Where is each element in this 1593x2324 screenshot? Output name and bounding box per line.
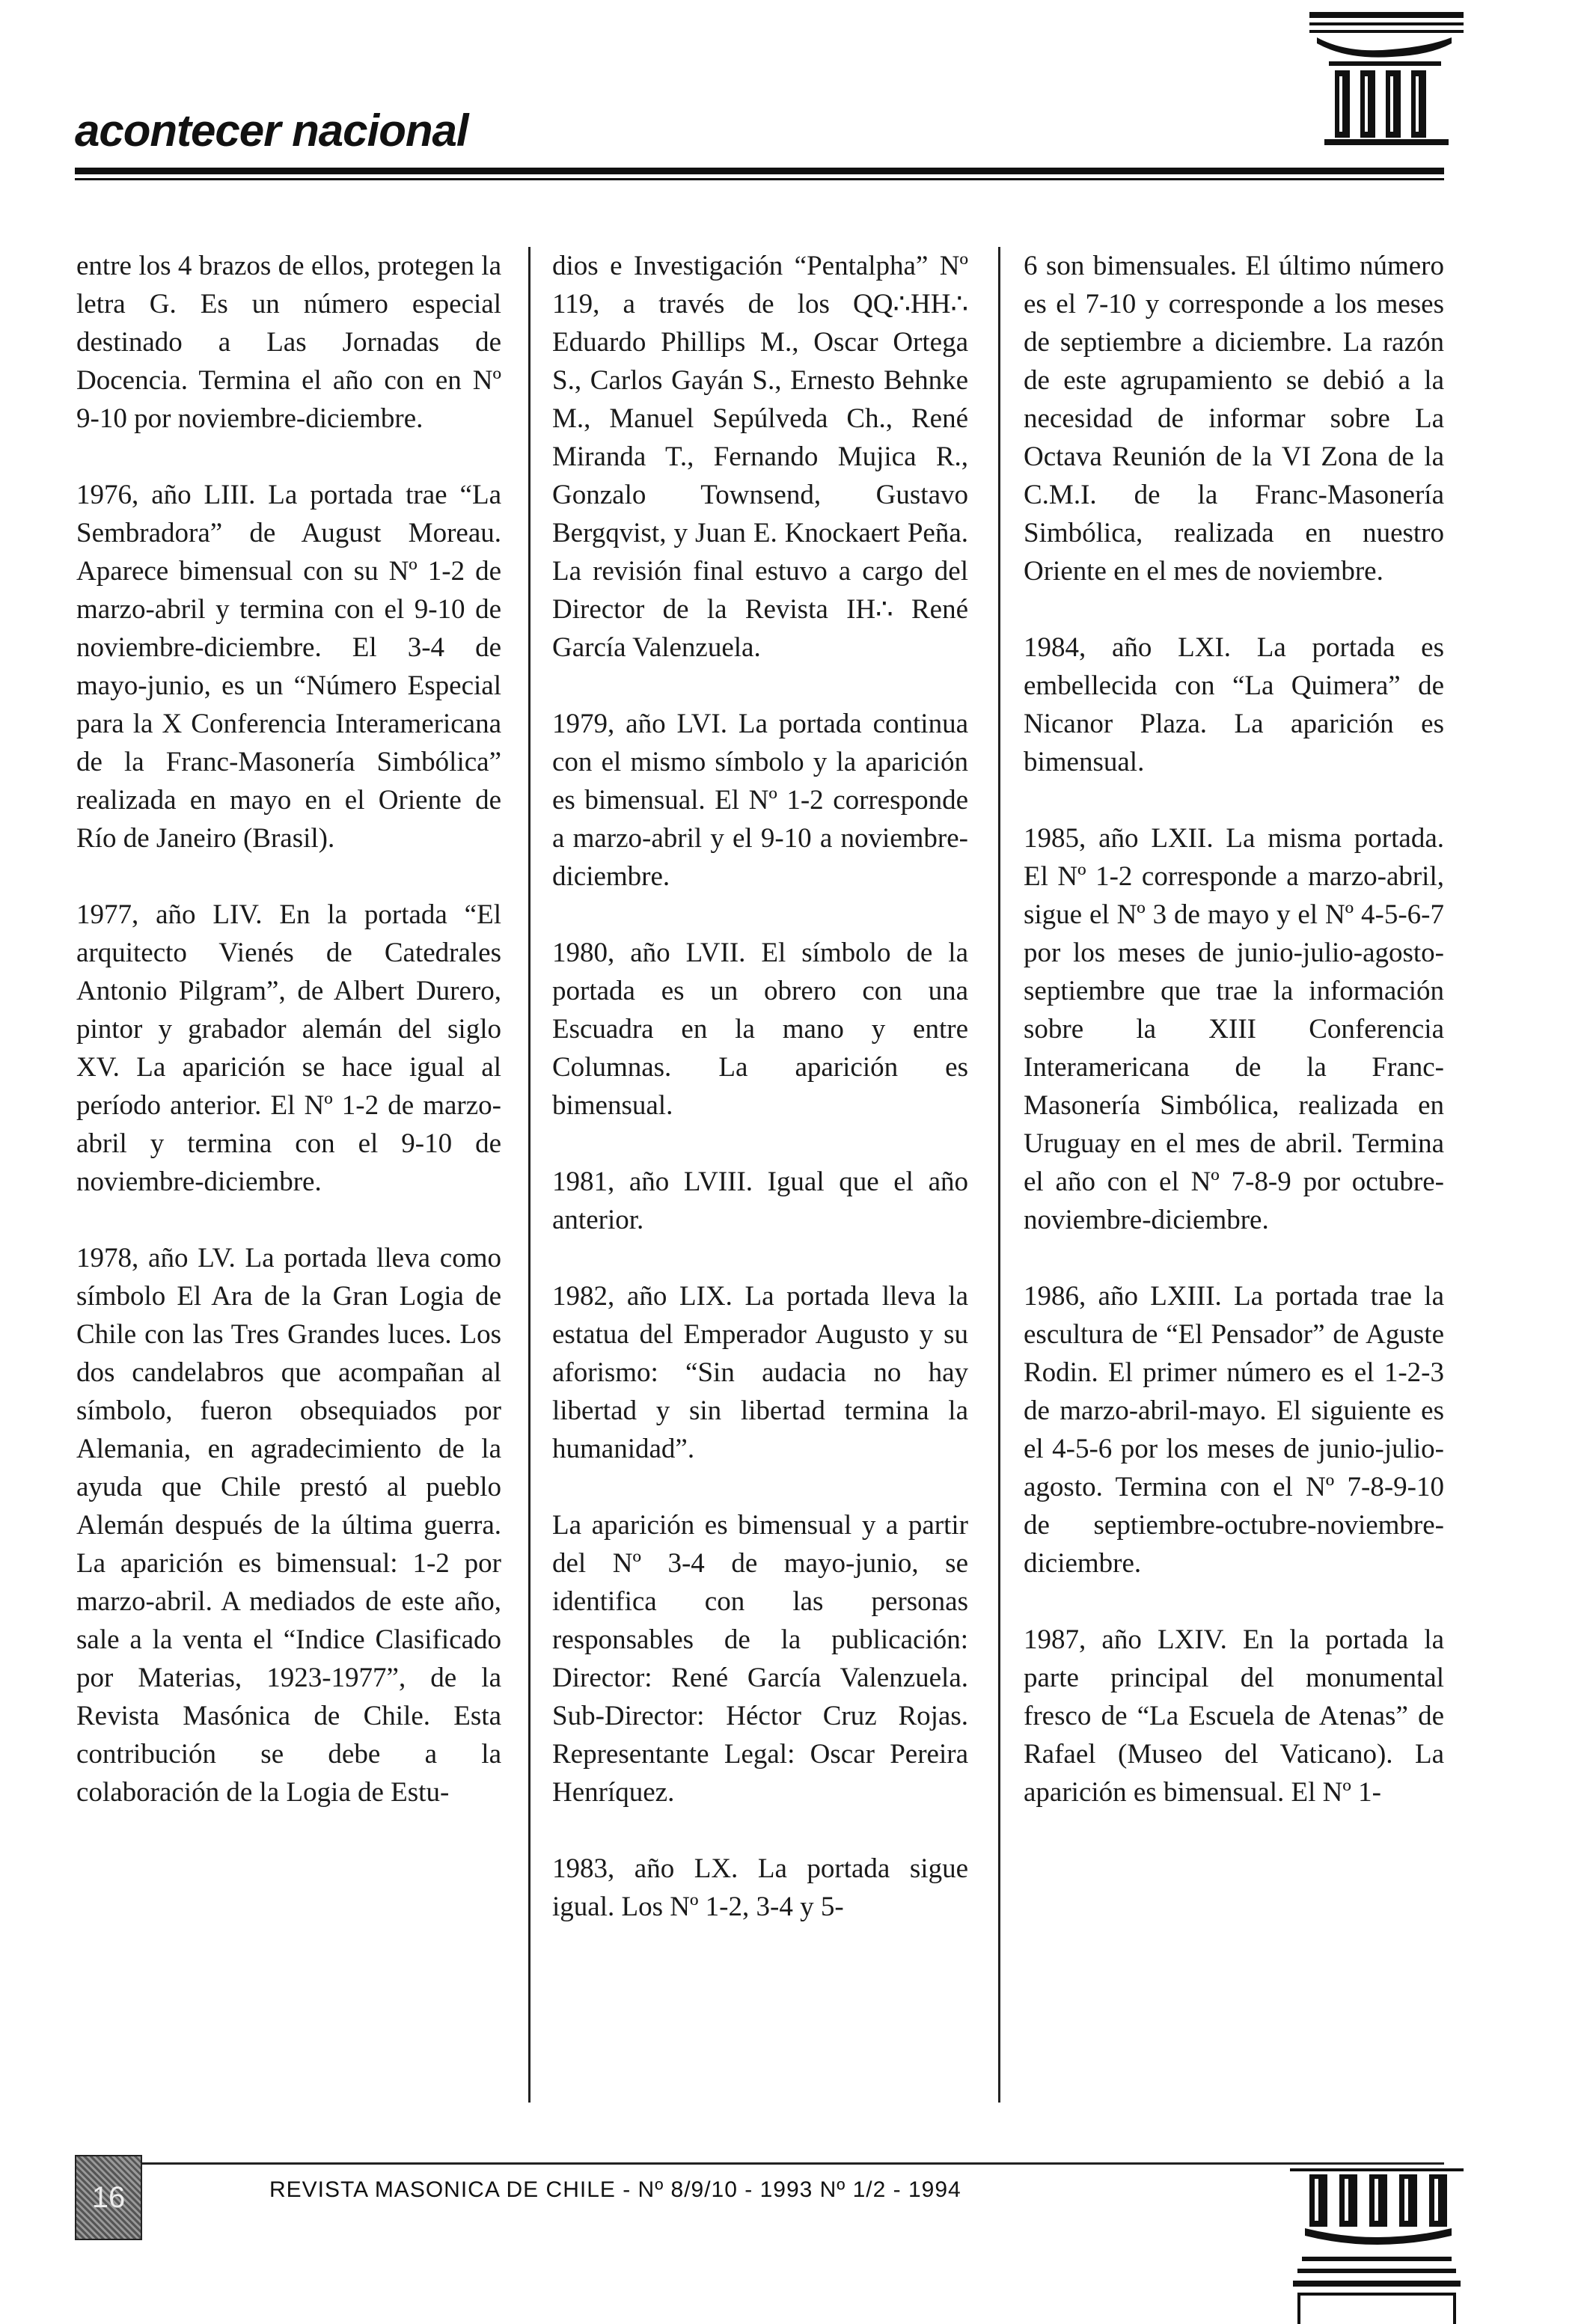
paragraph: 1983, año LX. La portada sigue igual. Los Nº 1-2, 3-4 y 5- xyxy=(552,1853,968,1922)
header-rule-thick xyxy=(75,168,1444,174)
paragraph: 1979, año LVI. La portada continua con el mismo símbolo y la aparición es bimensual. El Nº 1-2 corresponde a marzo-abril y el 9-10 a noviembre-diciembre. xyxy=(552,709,968,892)
paragraph: dios e Investigación “Pentalpha” Nº 119, a través de los QQ∴HH∴ Eduardo Phillips M., Oscar Ortega S., Carlos Gayán S., Ernesto Behnke M., Manuel Sepúlveda Ch., René Miranda T., Fernando Mujica R., Gonzalo Townsend, Gustavo Bergqvist, y Juan E. Knockaert Peña. La revisión final estuvo a cargo del Director de la Revista IH∴ René García Valenzuela. xyxy=(552,251,968,663)
paragraph: 1981, año LVIII. Igual que el año anterior. xyxy=(552,1166,968,1235)
text-column-3 xyxy=(1024,247,1444,1850)
paragraph: 1982, año LIX. La portada lleva la estatua del Emperador Augusto y su aforismo: “Sin audacia no hay libertad y sin libertad termina la humanidad”. xyxy=(552,1281,968,1464)
paragraph: 1977, año LIV. En la portada “El arquitecto Vienés de Catedrales Antonio Pilgram”, de Albert Durero, pintor y grabador alemán del siglo XV. La aparición se hace igual al período anterior. El Nº 1-2 de marzo-abril y termina con el 9-10 de noviembre-diciembre. xyxy=(76,899,501,1197)
paragraph: La aparición es bimensual y a partir del Nº 3-4 de mayo-junio, se identifica con las personas responsables de la publicación: Director: René García Valenzuela. Sub-Director: Héctor Cruz Rojas. Representante Legal: Oscar Pereira Henríquez. xyxy=(552,1510,968,1808)
text-column-1 xyxy=(76,247,501,1850)
column-capital-logo-icon xyxy=(1302,7,1471,150)
column-divider xyxy=(998,247,1000,2103)
paragraph: 1976, año LIII. La portada trae “La Sembradora” de August Moreau. Aparece bimensual con su Nº 1-2 de marzo-abril y termina con el 9-10 de noviembre-diciembre. El 3-4 de mayo-junio, es un “Número Especial para la X Conferencia Interamericana de la Franc-Masonería Simbólica” realizada en mayo en el Oriente de Río de Janeiro (Brasil). xyxy=(76,480,501,854)
paragraph: 1978, año LV. La portada lleva como símbolo El Ara de la Gran Logia de Chile con las Tres Grandes luces. Los dos candelabros que acompañan al símbolo, fueron obsequiados por Alemania, en agradecimiento de la ayuda que Chile prestó al pueblo Alemán después de la última guerra. La aparición es bimensual: 1-2 por marzo-abril. A mediados de este año, sale a la venta el “Indice Clasificado por Materias, 1923-1977”, de la Revista Masónica de Chile. Esta contribución se debe a la colaboración de la Logia de Estu- xyxy=(76,1243,501,1808)
page-number: 16 xyxy=(75,2155,142,2240)
paragraph: 1985, año LXII. La misma portada. El Nº 1-2 corresponde a marzo-abril, sigue el Nº 3 de mayo y el Nº 4-5-6-7 por los meses de junio-julio-agosto-septiembre que trae la información sobre la XIII Conferencia Interamericana de la Franc-Masonería Simbólica, realizada en Uruguay en el mes de abril. Termina el año con el Nº 7-8-9 por octubre-noviembre-diciembre. xyxy=(1024,823,1444,1235)
paragraph: entre los 4 brazos de ellos, protegen la letra G. Es un número especial destinado a Las Jornadas de Docencia. Termina el año con en Nº 9-10 por noviembre-diciembre. xyxy=(76,251,501,434)
footer-rule xyxy=(75,2162,1444,2165)
paragraph: 1986, año LXIII. La portada trae la escultura de “El Pensador” de Aguste Rodin. El primer número es el 1-2-3 de marzo-abril-mayo. El siguiente es el 4-5-6 por los meses de junio-julio-agosto. Termina con el Nº 7-8-9-10 de septiembre-octubre-noviembre-diciembre. xyxy=(1024,1281,1444,1579)
column-capital-logo-icon xyxy=(1287,2164,1467,2324)
column-divider xyxy=(528,247,531,2103)
paragraph: 6 son bimensuales. El último número es el 7-10 y corresponde a los meses de septiembre a diciembre. La razón de este agrupamiento se debió a la necesidad de informar sobre La Octava Reunión de la VI Zona de la C.M.I. de la Franc-Masonería Simbólica, realizada en nuestro Oriente en el mes de noviembre. xyxy=(1024,251,1444,587)
paragraph: 1984, año LXI. La portada es embellecida con “La Quimera” de Nicanor Plaza. La aparición es bimensual. xyxy=(1024,632,1444,777)
section-title: acontecer nacional xyxy=(75,106,468,156)
paragraph: 1980, año LVII. El símbolo de la portada es un obrero con una Escuadra en la mano y entre Columnas. La aparición es bimensual. xyxy=(552,938,968,1121)
paragraph: 1987, año LXIV. En la portada la parte principal del monumental fresco de “La Escuela de Atenas” de Rafael (Museo del Vaticano). La aparición es bimensual. El Nº 1- xyxy=(1024,1624,1444,1808)
header-rule-thin xyxy=(75,178,1444,180)
publication-footer: REVISTA MASONICA DE CHILE - Nº 8/9/10 - 1993 Nº 1/2 - 1994 xyxy=(269,2177,961,2202)
text-column-2 xyxy=(552,247,968,1964)
